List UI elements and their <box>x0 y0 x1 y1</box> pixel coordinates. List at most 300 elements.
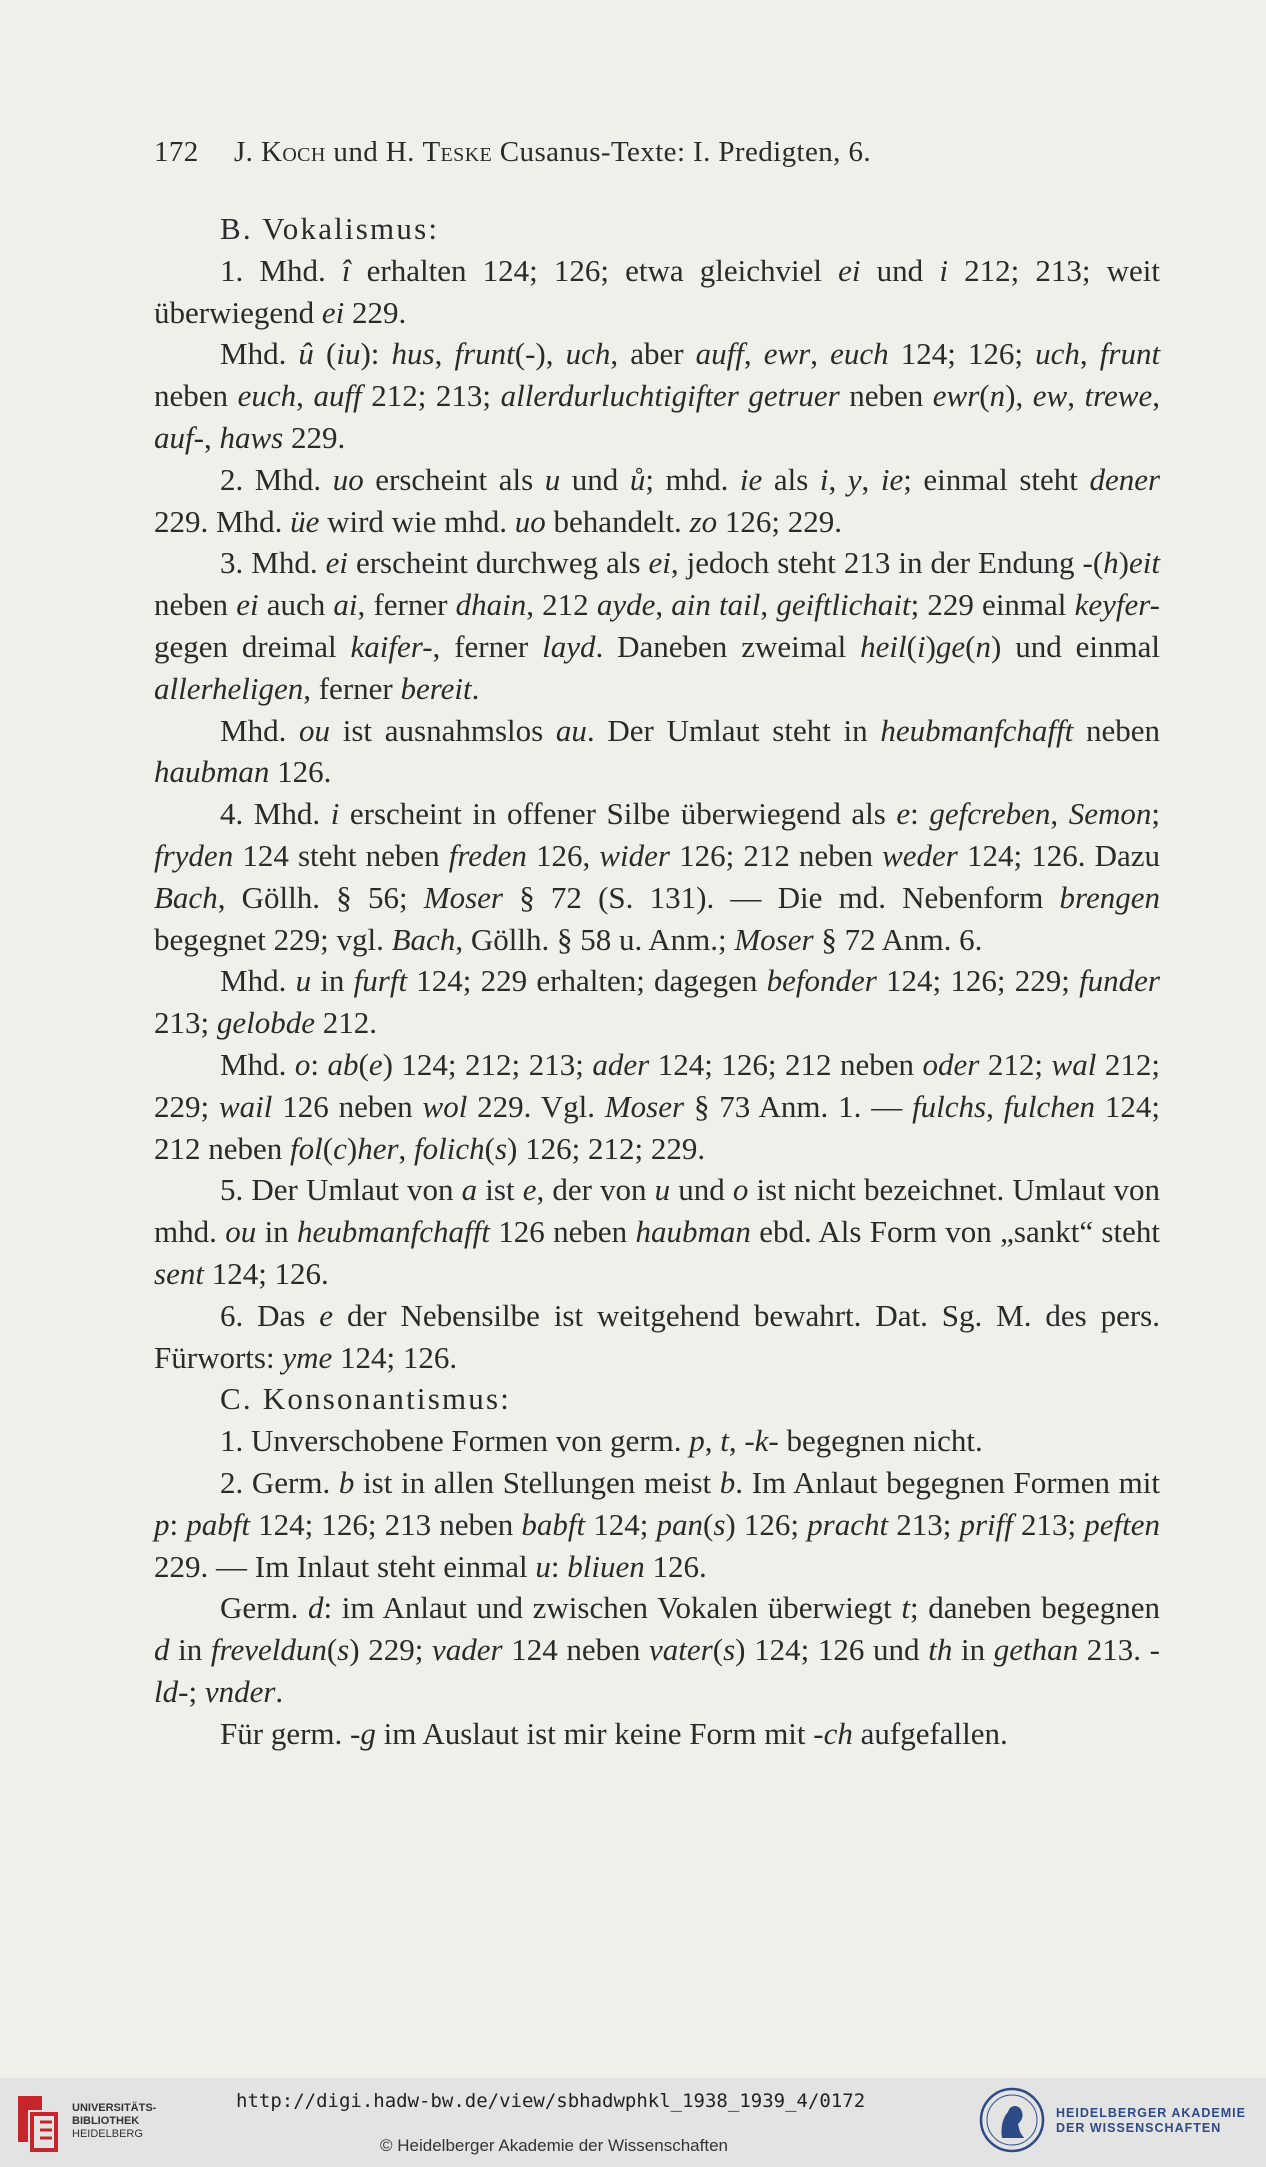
text-run: , Göllh. § 58 u. Anm.; <box>455 921 735 957</box>
italic-term: ů <box>629 461 646 497</box>
italic-term: befonder <box>766 963 877 999</box>
italic-term: fulchs <box>912 1088 987 1124</box>
italic-term: Moser <box>604 1088 685 1124</box>
italic-term: ei <box>236 587 259 623</box>
italic-term: keyfer- <box>1074 587 1161 623</box>
text-run: neben <box>1073 712 1160 748</box>
italic-term: a <box>461 1172 478 1208</box>
italic-term: heubmanfchafft <box>297 1214 490 1250</box>
italic-term: d <box>154 1632 170 1668</box>
text-run: 2. Germ. <box>220 1464 339 1500</box>
text-run: , <box>1067 378 1085 414</box>
text-run: , <box>203 419 220 455</box>
text-run: , 212 <box>526 587 597 623</box>
italic-term: uo <box>514 503 546 539</box>
text-run: 124; <box>585 1506 657 1542</box>
text-run: behandelt. <box>545 503 690 539</box>
page-number: 172 <box>154 136 199 168</box>
italic-term: funder <box>1079 963 1160 999</box>
text-run: und <box>560 461 630 497</box>
text-run: erscheint durchweg als <box>347 545 649 581</box>
italic-term: p <box>154 1506 170 1542</box>
paragraph-9 <box>154 1169 1160 1294</box>
text-run: (-), <box>514 336 566 372</box>
italic-term: th <box>928 1632 953 1668</box>
italic-term: wol <box>422 1088 468 1124</box>
italic-term: auff <box>313 378 362 414</box>
text-run: 5. Der Umlaut von <box>220 1172 462 1208</box>
italic-term: y <box>847 461 862 497</box>
text-run: ist ausnahmslos <box>330 712 556 748</box>
italic-term: ie <box>739 461 763 497</box>
text-run: 126. <box>644 1548 707 1584</box>
italic-term: freden <box>448 837 527 873</box>
text-run: 126. <box>269 754 332 790</box>
italic-term: g <box>360 1715 376 1751</box>
library-line-1: UNIVERSITÄTS- <box>72 2102 157 2114</box>
author1-name: Koch <box>261 136 326 168</box>
paragraph-3 <box>154 459 1160 543</box>
text-run: ; einmal steht <box>903 461 1090 497</box>
italic-term: ai <box>333 587 358 623</box>
text-run: , <box>296 378 314 414</box>
text-run: 1. Mhd. <box>220 252 342 288</box>
italic-term: ei <box>321 294 345 330</box>
footer-bar <box>0 2078 1266 2167</box>
italic-term: o <box>732 1172 749 1208</box>
text-run: im Auslaut ist mir keine Form mit - <box>375 1715 824 1751</box>
italic-term: pracht <box>807 1506 889 1542</box>
italic-term: dhain <box>455 587 527 623</box>
text-run: 124; 212 neben <box>154 1088 1160 1166</box>
academy-name <box>1056 2106 1246 2136</box>
italic-term: yme <box>282 1339 333 1375</box>
text-run: Mhd. <box>220 963 296 999</box>
text-run: , der von <box>536 1172 655 1208</box>
library-line-2: BIBLIOTHEK <box>72 2115 140 2127</box>
italic-term: her <box>357 1130 399 1166</box>
text-run: . Im Anlaut begegnen Formen mit <box>735 1464 1160 1500</box>
text-run: , <box>743 336 764 372</box>
text-run: wird wie mhd. <box>319 503 515 539</box>
text-run: ist nicht bezeichnet. Umlaut von mhd. <box>154 1172 1160 1250</box>
text-run: 212; 229; <box>154 1046 1160 1124</box>
italic-term: vater <box>649 1632 713 1668</box>
text-run: ist <box>477 1172 523 1208</box>
text-run: ( <box>965 628 976 664</box>
text-run: ) 124; 126 und <box>735 1632 929 1668</box>
italic-term: iu <box>336 336 361 372</box>
italic-term: n <box>975 628 991 664</box>
italic-term: euch <box>830 336 889 372</box>
italic-term: frunt <box>454 336 515 372</box>
text-run: , - <box>728 1423 755 1459</box>
italic-term: kaifer- <box>350 628 433 664</box>
italic-term: t <box>901 1590 910 1626</box>
italic-term: babft <box>521 1506 586 1542</box>
text-run: : <box>910 796 930 832</box>
italic-term: ader <box>592 1046 650 1082</box>
italic-term: s <box>713 1506 726 1542</box>
italic-term: hus <box>391 336 435 372</box>
text-run: , <box>986 1088 1004 1124</box>
text-run: 212; <box>979 1046 1052 1082</box>
text-run: . Daneben zweimal <box>595 628 861 664</box>
text-run: 124; 126. <box>332 1339 458 1375</box>
text-run: , <box>810 336 831 372</box>
italic-term: gelobde <box>216 1005 316 1041</box>
text-run: ; mhd. <box>645 461 740 497</box>
source-url-link[interactable]: http://digi.hadw-bw.de/view/sbhadwphkl_1938_1939_4/0172 <box>236 2090 866 2112</box>
text-run: ) 124; 212; 213; <box>382 1046 593 1082</box>
paragraph-8 <box>154 1044 1160 1169</box>
italic-term: b <box>338 1464 355 1500</box>
text-run: 1. Unverschobene Formen von germ. <box>220 1423 690 1459</box>
italic-term: auf- <box>154 419 204 455</box>
text-run: und <box>670 1172 733 1208</box>
italic-term: e <box>522 1172 537 1208</box>
italic-term: ewr <box>932 378 980 414</box>
text-run: gegen dreimal <box>154 628 351 664</box>
text-run: neben <box>154 378 238 414</box>
text-run: 213. - <box>1078 1632 1160 1668</box>
academy-line-2: DER WISSENSCHAFTEN <box>1056 2121 1222 2135</box>
text-run: , Göllh. § 56; <box>217 879 424 915</box>
text-run: 126; 212 neben <box>669 837 883 873</box>
text-run: 4. Mhd. <box>220 796 331 832</box>
italic-term: heil <box>860 628 907 664</box>
author1-initial: J. <box>234 136 261 168</box>
italic-term: sent <box>154 1255 204 1291</box>
italic-term: e <box>368 1046 383 1082</box>
text-run: Mhd. <box>220 712 300 748</box>
italic-term: fulchen <box>1003 1088 1095 1124</box>
text-run: , <box>861 461 881 497</box>
text-run: , <box>655 587 672 623</box>
italic-term: n <box>989 378 1006 414</box>
text-run: erscheint als <box>363 461 545 497</box>
text-run: 6. Das <box>220 1297 320 1333</box>
italic-term: i <box>819 461 829 497</box>
text-run: § 72 (S. 131). — Die md. Nebenform <box>502 879 1060 915</box>
italic-term: Bach <box>154 879 218 915</box>
text-run: ( <box>313 336 337 372</box>
italic-term: u <box>535 1548 551 1584</box>
italic-term: î <box>341 252 351 288</box>
text-run: Mhd. <box>220 1046 295 1082</box>
academy-line-1: HEIDELBERGER AKADEMIE <box>1056 2106 1246 2120</box>
text-run: erscheint in offener Silbe überwiegend als <box>339 796 897 832</box>
paragraph-6 <box>154 793 1160 960</box>
text-run: 229. <box>283 419 346 455</box>
text-run: 124 neben <box>502 1632 650 1668</box>
text-run: in <box>311 963 354 999</box>
italic-term: s <box>494 1130 508 1166</box>
italic-term: trewe <box>1084 378 1153 414</box>
text-run: 212. <box>315 1005 378 1041</box>
academy-seal-icon <box>978 2086 1046 2154</box>
text-run: ( <box>322 1130 334 1166</box>
italic-term: s <box>337 1632 350 1668</box>
text-run: auch <box>258 587 334 623</box>
italic-term: u <box>295 963 312 999</box>
italic-term: heubmanfchafft <box>880 712 1074 748</box>
text-run: begegnet 229; vgl. <box>154 921 392 957</box>
text-run: ) <box>1118 545 1129 581</box>
text-run: -; <box>178 1673 205 1709</box>
text-run: : <box>169 1506 187 1542</box>
italic-term: e <box>896 796 911 832</box>
italic-term: vader <box>431 1632 503 1668</box>
text-run: 212; 213; weit überwiegend <box>154 252 1160 330</box>
text-run: 124; 126; 212 neben <box>649 1046 923 1082</box>
text-run: erhalten 124; 126; etwa gleichviel <box>350 252 839 288</box>
italic-term: ab <box>327 1046 359 1082</box>
paragraph-5 <box>154 710 1160 794</box>
italic-term: furft <box>353 963 408 999</box>
text-run: , aber <box>610 336 696 372</box>
text-run: 2. Mhd. <box>220 461 333 497</box>
text-run: 126; 229. <box>717 503 843 539</box>
italic-term: i <box>330 796 340 832</box>
italic-term: Semon <box>1068 796 1152 832</box>
header-connector: und H. <box>325 136 423 168</box>
italic-term: vnder <box>204 1673 276 1709</box>
text-run: ; <box>1151 796 1160 832</box>
text-run: , <box>1152 378 1160 414</box>
text-run: : <box>550 1548 568 1584</box>
italic-term: e <box>319 1297 334 1333</box>
italic-term: allerdurluchtigifter getruer <box>500 378 840 414</box>
text-run: 124; 126; 229; <box>876 963 1080 999</box>
text-run: ( <box>358 1046 369 1082</box>
text-run: , ferner <box>432 628 543 664</box>
italic-term: dener <box>1089 461 1161 497</box>
italic-term: gethan <box>993 1632 1079 1668</box>
italic-term: ie <box>880 461 904 497</box>
italic-term: brengen <box>1059 879 1160 915</box>
text-run: neben <box>839 378 933 414</box>
text-run: , <box>760 587 777 623</box>
text-run: § 73 Anm. 1. — <box>684 1088 913 1124</box>
italic-term: oder <box>922 1046 980 1082</box>
text-run: - begegnen nicht. <box>768 1423 983 1459</box>
italic-term: weder <box>882 837 958 873</box>
paragraph-10 <box>154 1295 1160 1379</box>
text-run: , <box>398 1130 415 1166</box>
running-header <box>154 136 1034 169</box>
italic-term: priff <box>959 1506 1013 1542</box>
text-run: ( <box>326 1632 338 1668</box>
text-run: ): <box>360 336 392 372</box>
text-run: in <box>256 1214 298 1250</box>
text-run: , <box>434 336 455 372</box>
text-run: Für germ. - <box>220 1715 361 1751</box>
italic-term: allerheligen <box>154 670 304 706</box>
italic-term: au <box>555 712 587 748</box>
italic-term: pan <box>656 1506 704 1542</box>
text-run: , <box>704 1423 721 1459</box>
text-run: ; daneben begegnen <box>910 1590 1160 1626</box>
text-run: ), <box>1005 378 1033 414</box>
text-run: ( <box>703 1506 714 1542</box>
text-run: 124; 126. <box>203 1255 329 1291</box>
text-run: Germ. <box>220 1590 308 1626</box>
page-body <box>154 208 1160 1754</box>
header-title: Cusanus-Texte: I. Predigten, 6. <box>492 136 871 168</box>
text-run: § 72 Anm. 6. <box>813 921 983 957</box>
italic-term: ei <box>325 545 348 581</box>
italic-term: ge <box>935 628 966 664</box>
italic-term: wider <box>599 837 670 873</box>
italic-term: üe <box>290 503 320 539</box>
text-run: 124 steht neben <box>233 837 449 873</box>
text-run: als <box>762 461 820 497</box>
text-run: . Der Umlaut steht in <box>586 712 881 748</box>
italic-term: ch <box>823 1715 853 1751</box>
text-run: ) 229; <box>349 1632 432 1668</box>
copyright-notice: © Heidelberger Akademie der Wissenschaften <box>380 2136 728 2155</box>
italic-term: ain tail <box>671 587 761 623</box>
italic-term: s <box>723 1632 736 1668</box>
italic-term: b <box>719 1464 736 1500</box>
paragraph-2 <box>154 333 1160 458</box>
italic-term: auff <box>695 336 744 372</box>
text-run: ( <box>979 378 990 414</box>
text-run: ( <box>484 1130 495 1166</box>
italic-term: frunt <box>1099 336 1161 372</box>
paragraph-14 <box>154 1713 1160 1755</box>
text-run: Mhd. <box>220 336 299 372</box>
text-run: , ferner <box>303 670 401 706</box>
text-run: ) <box>346 1130 358 1166</box>
text-run: , ferner <box>357 587 456 623</box>
text-run: 213; <box>154 1005 217 1041</box>
italic-term: uch <box>565 336 611 372</box>
italic-term: o <box>294 1046 311 1082</box>
text-run: ( <box>906 628 917 664</box>
italic-term: fryden <box>154 837 234 873</box>
text-run: ; 229 einmal <box>910 587 1075 623</box>
italic-term: bereit <box>400 670 472 706</box>
italic-term: Bach <box>391 921 456 957</box>
italic-term: ou <box>299 712 331 748</box>
text-run: 126 neben <box>272 1088 423 1124</box>
paragraph-4 <box>154 542 1160 709</box>
italic-term: Moser <box>734 921 814 957</box>
italic-term: d <box>308 1590 324 1626</box>
italic-term: Moser <box>423 879 503 915</box>
text-run: : <box>310 1046 328 1082</box>
text-run: ) 126; 212; 229. <box>507 1130 706 1166</box>
italic-term: ei <box>648 545 671 581</box>
paragraph-7 <box>154 960 1160 1044</box>
italic-term: h <box>1103 545 1119 581</box>
text-run: ) 126; <box>725 1506 808 1542</box>
text-run: 229. Mhd. <box>154 503 291 539</box>
italic-term: pabft <box>186 1506 250 1542</box>
italic-term: ew <box>1032 378 1068 414</box>
paragraph-13 <box>154 1587 1160 1712</box>
text-run: ist in allen Stellungen meist <box>354 1464 720 1500</box>
paragraph-11 <box>154 1420 1160 1462</box>
italic-term: k <box>754 1423 769 1459</box>
italic-term: p <box>689 1423 705 1459</box>
text-run: aufgefallen. <box>852 1715 1008 1751</box>
text-run: ) <box>925 628 936 664</box>
italic-term: t <box>720 1423 729 1459</box>
italic-term: uo <box>332 461 364 497</box>
text-run: , <box>1050 796 1069 832</box>
text-run: in <box>952 1632 994 1668</box>
text-run: 212; 213; <box>361 378 501 414</box>
paragraph-1 <box>154 250 1160 334</box>
italic-term: ewr <box>763 336 811 372</box>
text-run: ebd. Als Form von „sankt“ steht <box>750 1214 1160 1250</box>
italic-term: haubman <box>154 754 270 790</box>
text-run: , <box>828 461 848 497</box>
italic-term: uch <box>1035 336 1080 372</box>
italic-term: eit <box>1128 545 1160 581</box>
italic-term: haubman <box>635 1214 751 1250</box>
italic-term: u <box>654 1172 671 1208</box>
text-run: 229. Vgl. <box>467 1088 605 1124</box>
text-run: 124; 126. Dazu <box>957 837 1160 873</box>
italic-term: u <box>544 461 561 497</box>
text-run: 229. <box>344 294 407 330</box>
text-run: in <box>169 1632 211 1668</box>
italic-term: ld <box>154 1673 179 1709</box>
library-line-3: HEIDELBERG <box>72 2128 143 2140</box>
section-heading-c: C. Konsonantismus: <box>220 1381 512 1417</box>
text-run: und <box>860 252 940 288</box>
section-heading-b: B. Vokalismus: <box>220 211 440 246</box>
text-run: ( <box>712 1632 724 1668</box>
text-run: , <box>1079 336 1100 372</box>
author2-name: Teske <box>422 136 493 168</box>
italic-term: i <box>916 628 926 664</box>
text-run: 229. — Im Inlaut steht einmal <box>154 1548 536 1584</box>
italic-term: folich <box>414 1130 485 1166</box>
text-run: neben <box>154 587 237 623</box>
italic-term: bliuen <box>567 1548 645 1584</box>
text-run: , jedoch steht 213 in der Endung -( <box>670 545 1104 581</box>
italic-term: freveldun <box>210 1632 327 1668</box>
italic-term: û <box>298 336 314 372</box>
italic-term: ou <box>225 1214 257 1250</box>
italic-term: zo <box>689 503 718 539</box>
italic-term: wail <box>218 1088 273 1124</box>
text-run: 124; 126; 213 neben <box>249 1506 522 1542</box>
italic-term: haws <box>219 419 284 455</box>
italic-term: ayde <box>596 587 656 623</box>
university-library-name <box>72 2102 156 2141</box>
italic-term: gefcreben <box>929 796 1051 832</box>
text-run: 126 neben <box>489 1214 636 1250</box>
italic-term: layd <box>542 628 596 664</box>
text-run: 124; 229 erhalten; dagegen <box>407 963 767 999</box>
text-run: 124; 126; <box>888 336 1036 372</box>
italic-term: peften <box>1084 1506 1160 1542</box>
text-run: 213; <box>1012 1506 1085 1542</box>
text-run: der Nebensilbe ist weitgehend bewahrt. Dat. Sg. M. des pers. Fürworts: <box>154 1297 1160 1375</box>
paragraph-12 <box>154 1462 1160 1587</box>
italic-term: i <box>939 252 948 288</box>
text-run: . <box>275 1673 284 1709</box>
text-run: . <box>471 670 480 706</box>
italic-term: c <box>333 1130 347 1166</box>
text-run: 126, <box>526 837 600 873</box>
